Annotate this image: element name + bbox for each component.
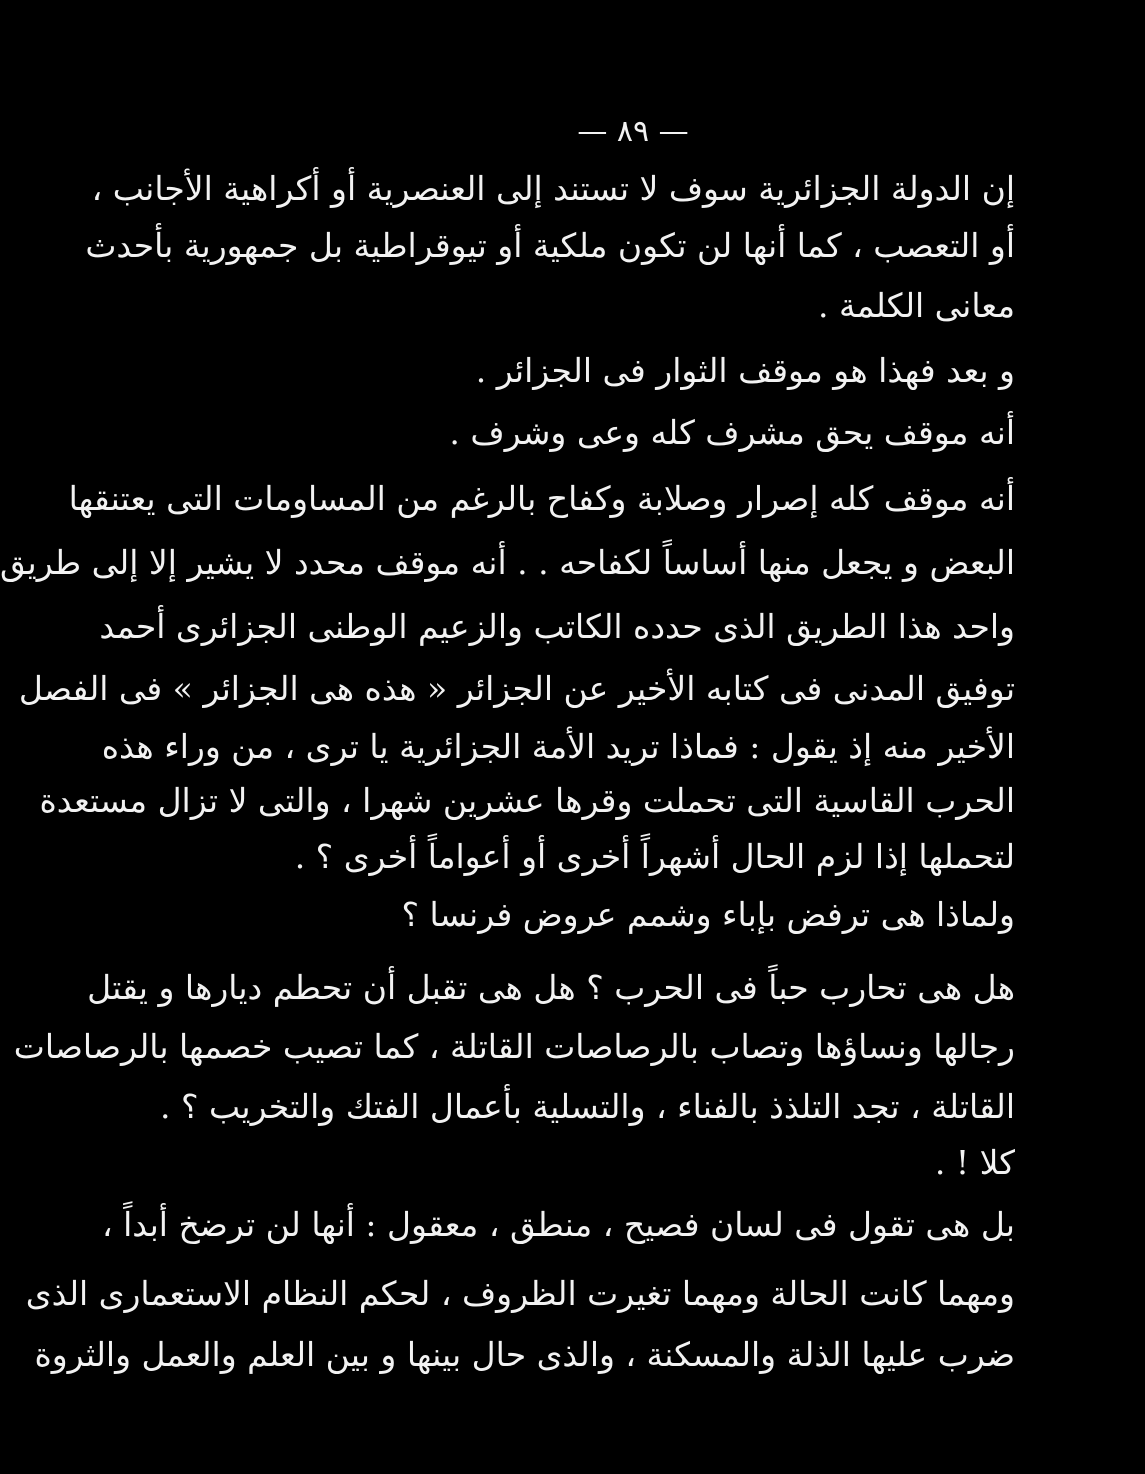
text-line: و بعد فهذا هو موقف الثوار فى الجزائر . <box>475 351 1015 390</box>
text-line: أو التعصب ، كما أنها لن تكون ملكية أو تيوقراطية بل جمهورية بأحدث <box>85 226 1015 265</box>
text-line: ضرب عليها الذلة والمسكنة ، والذى حال بينها و بين العلم والعمل والثروة <box>34 1335 1015 1374</box>
text-line: البعض و يجعل منها أساساً لكفاحه . . أنه موقف محدد لا يشير إلا إلى طريق <box>0 543 1015 582</box>
text-line: بل هى تقول فى لسان فصيح ، منطق ، معقول : أنها لن ترضخ أبداً ، <box>101 1205 1015 1244</box>
text-line: أنه موقف كله إصرار وصلابة وكفاح بالرغم من المساومات التى يعتنقها <box>68 479 1015 518</box>
text-line: أنه موقف يحق مشرف كله وعى وشرف . <box>449 413 1015 452</box>
text-line: إن الدولة الجزائرية سوف لا تستند إلى العنصرية أو أكراهية الأجانب ، <box>91 169 1015 208</box>
text-line: ولماذا هى ترفض بإباء وشمم عروض فرنسا ؟ <box>401 895 1015 934</box>
text-line: لتحملها إذا لزم الحال أشهراً أخرى أو أعواماً أخرى ؟ . <box>294 837 1015 876</box>
text-line: ومهما كانت الحالة ومهما تغيرت الظروف ، لحكم النظام الاستعمارى الذى <box>25 1274 1015 1313</box>
text-line: معانى الكلمة . <box>818 286 1015 325</box>
text-line: الأخير منه إذ يقول : فماذا تريد الأمة الجزائرية يا ترى ، من وراء هذه <box>101 727 1015 766</box>
page-number: — ٨٩ — <box>577 114 689 149</box>
text-line: رجالها ونساؤها وتصاب بالرصاصات القاتلة ، كما تصيب خصمها بالرصاصات <box>13 1027 1015 1066</box>
text-line: توفيق المدنى فى كتابه الأخير عن الجزائر « هذه هى الجزائر » فى الفصل <box>18 669 1015 708</box>
text-line: كلا ! . <box>934 1143 1015 1182</box>
text-line: القاتلة ، تجد التلذذ بالفناء ، والتسلية بأعمال الفتك والتخريب ؟ . <box>160 1087 1015 1126</box>
text-line: الحرب القاسية التى تحملت وقرها عشرين شهرا ، والتى لا تزال مستعدة <box>39 781 1015 820</box>
text-line: واحد هذا الطريق الذى حدده الكاتب والزعيم الوطنى الجزائرى أحمد <box>99 607 1015 646</box>
text-line: هل هى تحارب حباً فى الحرب ؟ هل هى تقبل أن تحطم ديارها و يقتل <box>87 968 1015 1007</box>
